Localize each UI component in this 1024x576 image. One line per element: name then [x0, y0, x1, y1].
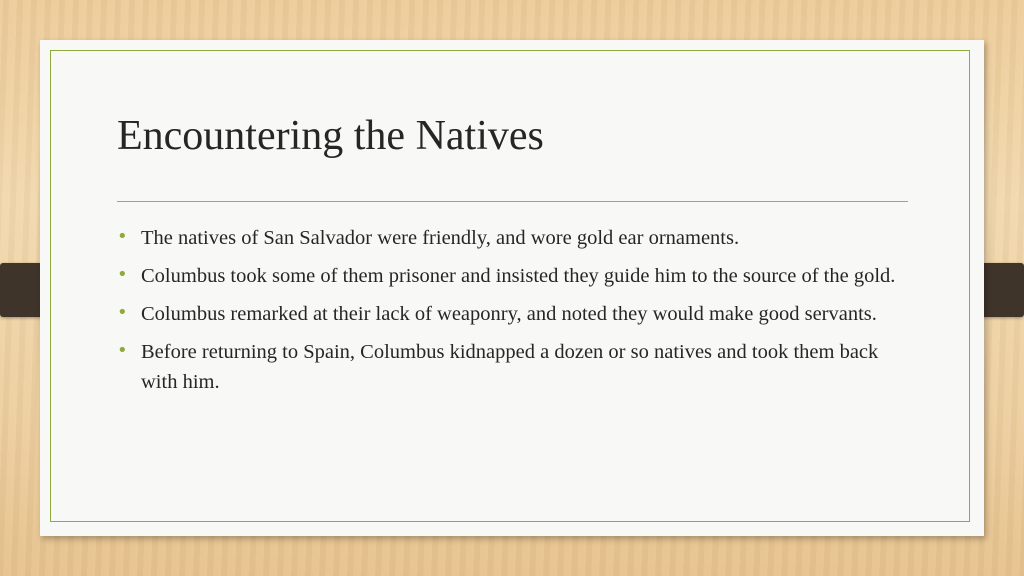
bullet-text: Before returning to Spain, Columbus kidnapped a dozen or so natives and took them back with him. [141, 341, 879, 393]
bullet-item [117, 299, 897, 329]
title-divider [117, 201, 908, 202]
slide-card [40, 40, 984, 536]
bullet-text: Columbus remarked at their lack of weaponry, and noted they would make good servants. [141, 303, 877, 325]
bullet-text: Columbus took some of them prisoner and insisted they guide him to the source of the gold. [141, 265, 896, 287]
bullet-dot-icon: • [117, 302, 128, 323]
slide-title: Encountering the Natives [117, 113, 544, 159]
bullet-item [117, 337, 897, 397]
bullet-dot-icon: • [117, 340, 128, 361]
bullet-text: The natives of San Salvador were friendly, and wore gold ear ornaments. [141, 227, 740, 249]
bullet-item [117, 223, 897, 253]
bullet-dot-icon: • [117, 264, 128, 285]
bullet-list [117, 223, 897, 405]
bullet-dot-icon: • [117, 226, 128, 247]
bullet-item [117, 261, 897, 291]
